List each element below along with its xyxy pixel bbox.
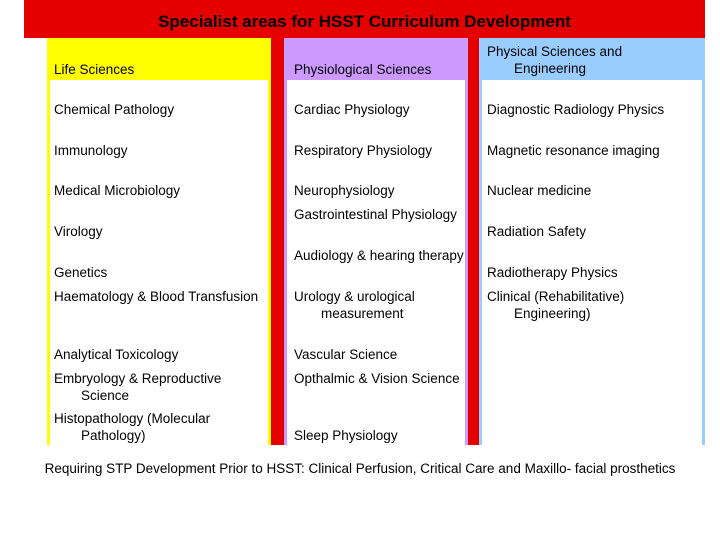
column-physical-sciences <box>479 38 705 445</box>
list-item <box>487 288 697 322</box>
list-item: Nuclear medicine <box>487 183 592 198</box>
gap-left <box>24 38 47 445</box>
haematology-text: Haematology & Blood Transfusion <box>54 289 259 304</box>
opthalmic-text: Opthalmic & Vision Science <box>294 371 460 386</box>
list-item: Respiratory Physiology <box>294 143 433 158</box>
audiology-text: Audiology & hearing therapy <box>294 248 464 263</box>
list-item: Sleep Physiology <box>294 428 398 443</box>
embryology-text: Embryology & Reproductive Science <box>54 371 222 403</box>
list-item <box>294 247 466 264</box>
list-item: Analytical Toxicology <box>54 347 179 362</box>
list-item: Medical Microbiology <box>54 183 181 198</box>
list-item <box>294 206 466 223</box>
list-item: Radiation Safety <box>487 224 587 239</box>
slide-title: Specialist areas for HSST Curriculum Development <box>158 12 571 31</box>
histopathology-text: Histopathology (Molecular Pathology) <box>54 411 211 443</box>
list-item: Neurophysiology <box>294 183 395 198</box>
urology-text: Urology & urological measurement <box>294 289 415 321</box>
column-header-physical-sciences <box>487 43 697 77</box>
list-item <box>54 288 264 305</box>
list-item: Vascular Science <box>294 347 398 362</box>
list-item <box>294 370 466 387</box>
list-item <box>54 370 264 404</box>
gastro-text: Gastrointestinal Physiology <box>294 207 457 222</box>
footer-note: Requiring STP Development Prior to HSST: Clinical Perfusion, Critical Care and Maxillo- facial prosthetics <box>44 461 676 476</box>
header-text: Physical Sciences and Engineering <box>487 44 623 76</box>
list-item: Radiotherapy Physics <box>487 265 618 280</box>
list-item: Diagnostic Radiology Physics <box>487 102 665 117</box>
list-item: Cardiac Physiology <box>294 102 410 117</box>
list-item: Genetics <box>54 265 108 280</box>
list-item: Virology <box>54 224 103 239</box>
list-item: Immunology <box>54 143 128 158</box>
column-header-life-sciences: Life Sciences <box>54 62 135 77</box>
list-item <box>54 410 264 444</box>
list-item <box>294 288 466 322</box>
column-header-physiological-sciences: Physiological Sciences <box>294 62 432 77</box>
list-item: Magnetic resonance imaging <box>487 143 660 158</box>
list-item: Chemical Pathology <box>54 102 175 117</box>
clinical-engineering-text: Clinical (Rehabilitative) Engineering) <box>487 289 625 321</box>
